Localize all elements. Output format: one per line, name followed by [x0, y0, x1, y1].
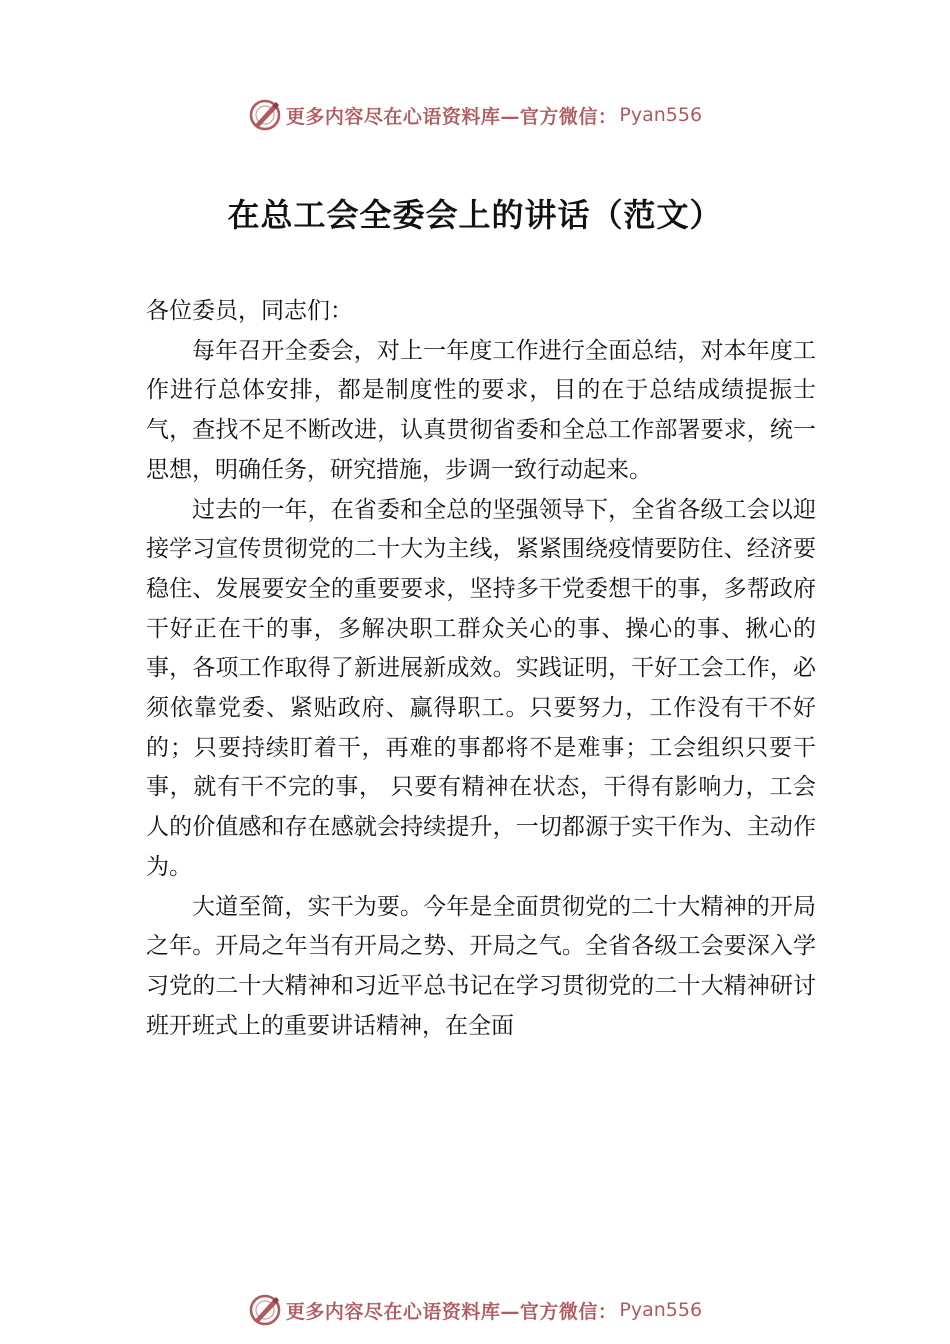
paragraph-1: 每年召开全委会，对上一年度工作进行全面总结，对本年度工作进行总体安排，都是制度性的要求，目的在于总结成绩提振士气，查找不足不断改进，认真贯彻省委和全总工作部署要求，统一思想，明确任务，研究措施，步调一致行动起来。	[146, 337, 816, 483]
watermark-wechat-id: Pyan556	[619, 104, 703, 126]
watermark-text: 更多内容尽在心语资料库—官方微信：	[285, 1300, 618, 1323]
watermark-footer	[0, 1290, 950, 1330]
document-title: 在总工会全委会上的讲话（范文）	[227, 196, 723, 234]
document-body	[146, 292, 816, 1046]
salutation: 各位委员，同志们：	[146, 298, 353, 324]
pen-circle-logo-icon	[248, 1293, 282, 1327]
paragraph-2: 过去的一年，在省委和全总的坚强领导下，全省各级工会以迎接学习宣传贯彻党的二十大为主线，紧紧围绕疫情要防住、经济要稳住、发展要安全的重要要求，坚持多干党委想干的事，多帮政府干好正在干的事，多解决职工群众关心的事、操心的事、揪心的事，各项工作取得了新进展新成效。实践证明，干好工会工作，必须依靠党委、紧贴政府、赢得职工。只要努力，工作没有干不好的；只要持续盯着干，再难的事都将不是难事；工会组织只要干事，就有干不完的事， 只要有精神在状态，干得有影响力，工会人的价值感和存在感就会持续提升，一切都源于实干作为、主动作为。	[146, 496, 816, 880]
pen-circle-logo-icon	[248, 98, 282, 132]
paragraph-3: 大道至简，实干为要。今年是全面贯彻党的二十大精神的开局之年。开局之年当有开局之势、开局之气。全省各级工会要深入学习党的二十大精神和习近平总书记在学习贯彻党的二十大精神研讨班开班式上的重要讲话精神，在全面	[146, 893, 816, 1039]
watermark-text: 更多内容尽在心语资料库—官方微信：	[285, 105, 618, 128]
watermark-wechat-id: Pyan556	[619, 1299, 703, 1321]
watermark-header	[0, 95, 950, 135]
